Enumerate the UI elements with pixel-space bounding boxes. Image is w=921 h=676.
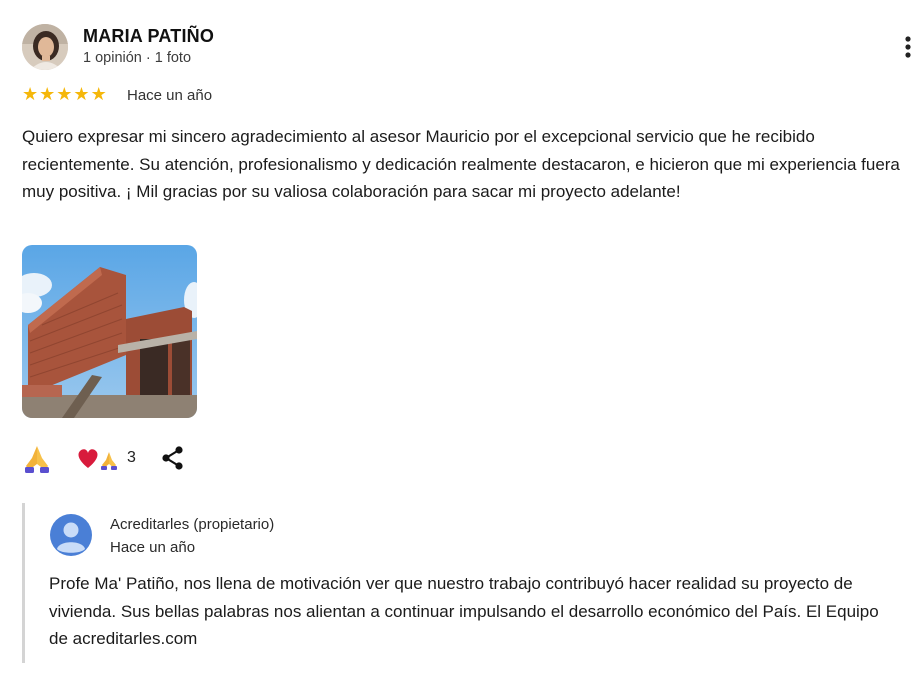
star-icon: ★ (90, 84, 107, 105)
heart-icon (79, 449, 98, 468)
owner-name: Acreditarles (propietario) (110, 516, 275, 533)
reviewer-name[interactable]: MARIA PATIÑO (83, 26, 215, 46)
star-icon: ★ (39, 84, 56, 105)
reviewer-avatar[interactable] (22, 24, 68, 70)
owner-reply-time: Hace un año (110, 539, 196, 556)
owner-avatar (50, 514, 92, 556)
star-icon: ★ (22, 84, 39, 105)
folded-hands-react-button[interactable] (22, 442, 52, 479)
reactions-summary-button[interactable] (76, 442, 122, 479)
folded-hands-icon (101, 452, 117, 470)
star-icon: ★ (56, 84, 73, 105)
review-time: Hace un año (127, 87, 213, 104)
review-photo[interactable] (22, 245, 197, 418)
reviewer-photo (22, 24, 68, 70)
reviewer-meta: 1 opinión · 1 foto (83, 50, 192, 66)
star-icon: ★ (73, 84, 90, 105)
share-button[interactable] (160, 444, 186, 477)
default-user-icon (50, 514, 92, 556)
folded-hands-icon (22, 442, 52, 474)
owner-reply (22, 503, 895, 663)
review-text: Quiero expresar mi sincero agradecimiento al asesor Mauricio por el excepcional servicio que he recibido recientemente. Su atención, profesionalismo y dedicación realmente destacaron, e hicieron que mi experiencia fuera muy positiva. ¡ Mil gracias por su valiosa colaboración para sacar mi proyecto adelante! (22, 127, 900, 201)
more-options-icon[interactable] (898, 34, 918, 60)
star-rating (22, 86, 107, 104)
reaction-count: 3 (127, 449, 136, 466)
owner-reply-text: Profe Ma' Patiño, nos llena de motivación ver que nuestro trabajo contribuyó hacer realidad su proyecto de vivienda. Sus bellas palabras nos alientan a continuar impulsando el desarrollo económico del País. El Equipo de acreditarles.com (49, 574, 879, 648)
share-icon (160, 444, 186, 472)
